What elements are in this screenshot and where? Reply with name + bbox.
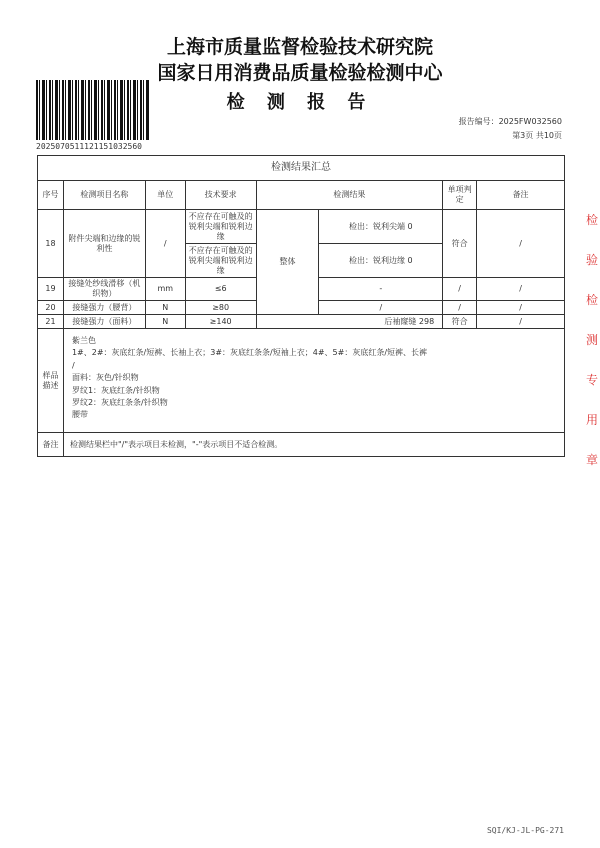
- row19-unit: mm: [145, 278, 185, 301]
- row18-item: 附件尖端和边缘的锐利性: [63, 210, 145, 278]
- header-result: 检测结果: [256, 181, 443, 210]
- note-text: 检测结果栏中"/"表示项目未检测，"-"表示项目不适合检测。: [63, 433, 564, 457]
- table-row: [38, 210, 565, 244]
- row20-seq: 20: [38, 301, 64, 315]
- row18-req2: 不应存在可触及的锐利尖端和锐利边缘: [185, 244, 256, 278]
- row18-location: 整体: [256, 210, 319, 315]
- row18-req1: 不应存在可触及的锐利尖端和锐利边缘: [185, 210, 256, 244]
- sample-description-label: 样品描述: [38, 329, 64, 433]
- stamp-text: 检验检测专用章: [586, 213, 599, 467]
- header-requirement: 技术要求: [185, 181, 256, 210]
- header-institute: 上海市质量监督检验技术研究院: [166, 36, 433, 58]
- header-seq: 序号: [38, 181, 64, 210]
- row21-result: 后袖窿缝 298: [256, 315, 443, 329]
- row19-judgement: /: [443, 278, 477, 301]
- row21-remark: /: [477, 315, 565, 329]
- doc-title: 检 测 报 告: [226, 92, 374, 113]
- row18-seq: 18: [38, 210, 64, 278]
- row18-unit: /: [145, 210, 185, 278]
- row19-item: 接缝处纱线滑移（机织物）: [63, 278, 145, 301]
- table-title: 检测结果汇总: [38, 156, 565, 181]
- row20-judgement: /: [443, 301, 477, 315]
- report-number: 报告编号：2025FW032560: [458, 117, 562, 126]
- sample-line: 1#、2#：灰底红条/短裤、长袖上衣；3#：灰底红条条/短袖上衣；4#、5#：灰底红条/短裤、长裤: [71, 348, 428, 358]
- sample-line: 罗纹1：灰底红条/针织物: [71, 385, 160, 395]
- row18-judgement: 符合: [443, 210, 477, 278]
- barcode: [36, 80, 150, 140]
- results-table: [37, 155, 565, 457]
- page-info: 第3页 共10页: [512, 131, 562, 140]
- header-remark: 备注: [477, 181, 565, 210]
- row21-item: 接缝强力（面料）: [63, 315, 145, 329]
- footer-code: SQI/KJ-JL-PG-271: [486, 826, 564, 835]
- sample-line: /: [71, 360, 75, 370]
- table-row: [38, 315, 565, 329]
- row21-req: ≥140: [185, 315, 256, 329]
- row19-result: -: [319, 278, 443, 301]
- row19-seq: 19: [38, 278, 64, 301]
- header-judgement: 单项判定: [443, 181, 477, 210]
- row20-req: ≥80: [185, 301, 256, 315]
- barcode-number: 2025070511121151032560: [36, 142, 142, 151]
- sample-line: 紫兰色: [71, 336, 96, 345]
- sample-line: 面料：灰色/针织物: [71, 373, 139, 383]
- note-label: 备注: [38, 433, 64, 457]
- header-unit: 单位: [145, 181, 185, 210]
- sample-line: 腰带: [71, 410, 88, 420]
- row18-result2: 检出：锐利边缘 0: [319, 244, 443, 278]
- row21-unit: N: [145, 315, 185, 329]
- header-item: 检测项目名称: [63, 181, 145, 210]
- row20-remark: /: [477, 301, 565, 315]
- row21-seq: 21: [38, 315, 64, 329]
- row20-result: /: [319, 301, 443, 315]
- row18-result1: 检出：锐利尖端 0: [319, 210, 443, 244]
- row19-remark: /: [477, 278, 565, 301]
- row21-judgement: 符合: [443, 315, 477, 329]
- header-center: 国家日用消费品质量检验检测中心: [157, 62, 443, 84]
- sample-line: 罗纹2：灰底红条条/针织物: [71, 397, 168, 407]
- sample-description: [63, 329, 564, 433]
- row19-req: ≤6: [185, 278, 256, 301]
- row20-item: 接缝强力（腰背）: [63, 301, 145, 315]
- row18-remark: /: [477, 210, 565, 278]
- row20-unit: N: [145, 301, 185, 315]
